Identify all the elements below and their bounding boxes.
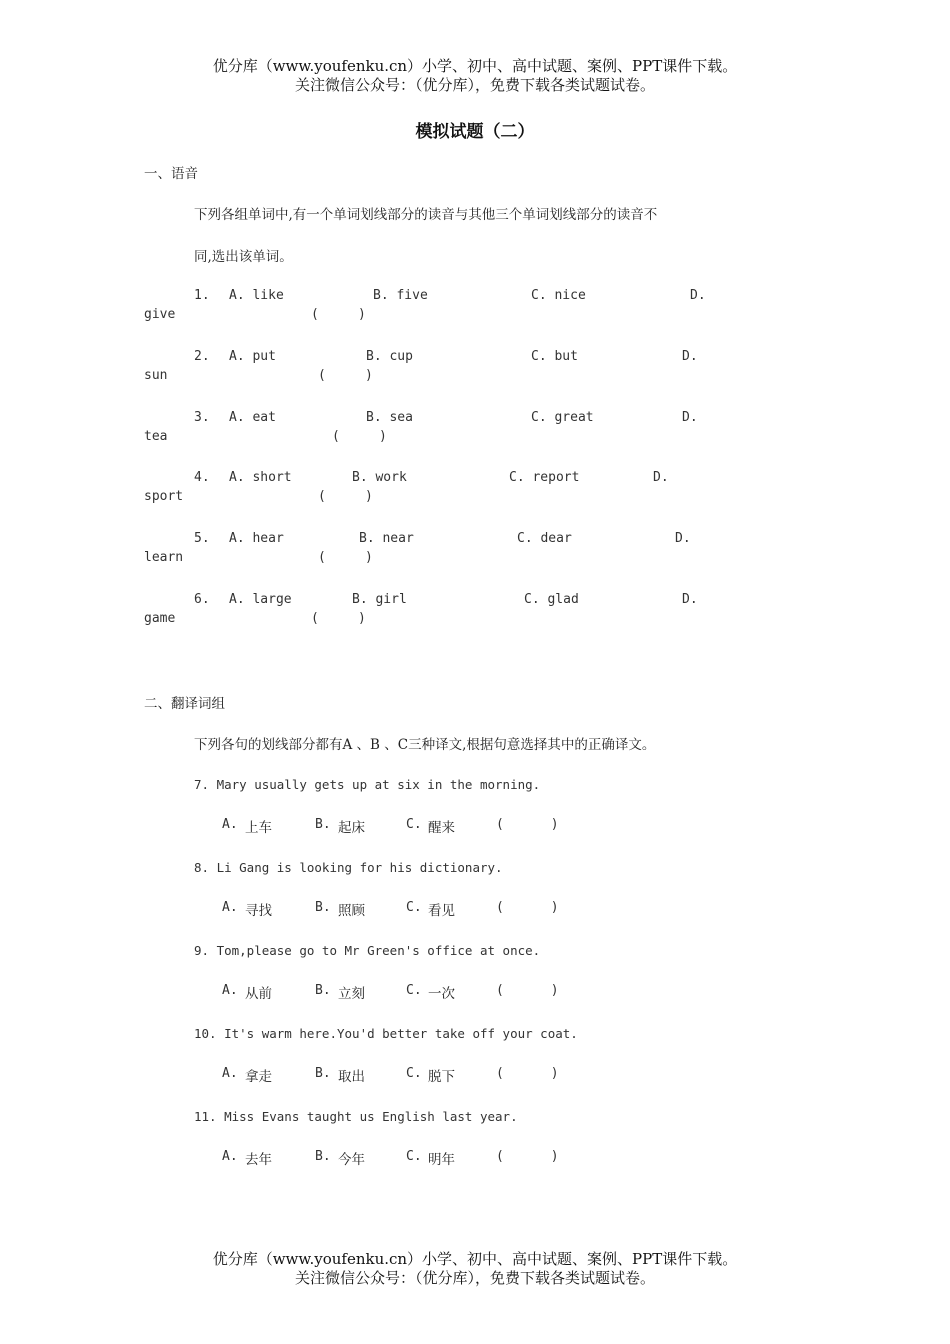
option-c: 明年: [428, 1152, 455, 1168]
option-b: B. cup: [366, 349, 413, 364]
answer-blank[interactable]: ( ): [311, 611, 366, 626]
option-d: tea: [144, 429, 168, 444]
option-d-label: D.: [653, 470, 669, 485]
option-d: sport: [144, 489, 184, 504]
option-a: 寻找: [245, 903, 272, 919]
option-a: A. put: [229, 349, 276, 364]
question-sentence: 8. Li Gang is looking for his dictionary.: [194, 860, 503, 875]
answer-blank[interactable]: ( ): [311, 307, 366, 322]
answer-blank[interactable]: ( ): [496, 1149, 559, 1164]
section-heading-translation: 二、翻译词组: [144, 696, 225, 712]
question-sentence: 11. Miss Evans taught us English last year.: [194, 1109, 518, 1124]
answer-blank[interactable]: ( ): [496, 900, 559, 915]
question-sentence: 7. Mary usually gets up at six in the morning.: [194, 777, 541, 792]
section1-instruction-line1: 下列各组单词中,有一个单词划线部分的读音与其他三个单词划线部分的读音不: [194, 207, 658, 223]
option-a-label: A.: [222, 900, 238, 915]
option-b: 起床: [338, 820, 365, 836]
option-b: B. girl: [352, 592, 407, 607]
item-number: 5.: [194, 531, 210, 546]
option-a: 上车: [245, 820, 272, 836]
option-a: A. eat: [229, 410, 276, 425]
option-b: B. near: [359, 531, 414, 546]
option-b: B. sea: [366, 410, 413, 425]
question-sentence: 9. Tom,please go to Mr Green's office at once.: [194, 943, 541, 958]
option-a-label: A.: [222, 817, 238, 832]
option-b-label: B.: [315, 900, 331, 915]
question-sentence: 10. It's warm here.You'd better take off your coat.: [194, 1026, 578, 1041]
option-a-label: A.: [222, 1149, 238, 1164]
item-number: 1.: [194, 288, 210, 303]
option-c-label: C.: [406, 900, 422, 915]
answer-blank[interactable]: ( ): [496, 1066, 559, 1081]
option-b-label: B.: [315, 817, 331, 832]
option-c-label: C.: [406, 1149, 422, 1164]
option-c: C. but: [531, 349, 578, 364]
option-c: 看见: [428, 903, 455, 919]
option-b: 照顾: [338, 903, 365, 919]
option-d: learn: [144, 550, 184, 565]
option-c: C. report: [509, 470, 580, 485]
footer-banner-line1: 优分库（www.youfenku.cn）小学、初中、高中试题、案例、PPT课件下载。: [212, 1250, 738, 1268]
section-heading-phonetics: 一、语音: [144, 166, 198, 182]
page-title: 模拟试题（二）: [415, 122, 535, 142]
option-c: C. dear: [517, 531, 572, 546]
option-a: 去年: [245, 1152, 272, 1168]
footer-banner-line2: 关注微信公众号：（优分库），免费下载各类试题试卷。: [294, 1269, 655, 1287]
answer-blank[interactable]: ( ): [318, 550, 373, 565]
option-d: sun: [144, 368, 168, 383]
answer-blank[interactable]: ( ): [318, 368, 373, 383]
option-c-label: C.: [406, 983, 422, 998]
answer-blank[interactable]: ( ): [318, 489, 373, 504]
option-c: C. glad: [524, 592, 579, 607]
option-c: C. nice: [531, 288, 586, 303]
option-c: C. great: [531, 410, 594, 425]
option-b: B. work: [352, 470, 407, 485]
item-number: 4.: [194, 470, 210, 485]
option-b: B. five: [373, 288, 428, 303]
option-d-label: D.: [675, 531, 691, 546]
option-b: 今年: [338, 1152, 365, 1168]
answer-blank[interactable]: ( ): [496, 817, 559, 832]
item-number: 6.: [194, 592, 210, 607]
option-c: 脱下: [428, 1069, 455, 1085]
option-b: 取出: [338, 1069, 365, 1085]
option-a: A. like: [229, 288, 284, 303]
option-a: A. hear: [229, 531, 284, 546]
option-c: 一次: [428, 986, 455, 1002]
option-a: 拿走: [245, 1069, 272, 1085]
option-b: 立刻: [338, 986, 365, 1002]
header-banner-line1: 优分库（www.youfenku.cn）小学、初中、高中试题、案例、PPT课件下载。: [212, 57, 738, 75]
option-b-label: B.: [315, 1066, 331, 1081]
option-d-label: D.: [690, 288, 706, 303]
item-number: 3.: [194, 410, 210, 425]
option-c: 醒来: [428, 820, 455, 836]
option-d: give: [144, 307, 176, 322]
option-b-label: B.: [315, 983, 331, 998]
header-banner-line2: 关注微信公众号：（优分库），免费下载各类试题试卷。: [294, 76, 655, 94]
option-b-label: B.: [315, 1149, 331, 1164]
option-d-label: D.: [682, 592, 698, 607]
option-d-label: D.: [682, 349, 698, 364]
option-a: A. short: [229, 470, 292, 485]
option-d: game: [144, 611, 176, 626]
option-a-label: A.: [222, 1066, 238, 1081]
option-d-label: D.: [682, 410, 698, 425]
answer-blank[interactable]: ( ): [496, 983, 559, 998]
answer-blank[interactable]: ( ): [332, 429, 387, 444]
section1-instruction-line2: 同,选出该单词。: [194, 249, 293, 265]
item-number: 2.: [194, 349, 210, 364]
section2-instruction: 下列各句的划线部分都有A 、B 、C三种译文,根据句意选择其中的正确译文。: [194, 737, 656, 753]
option-c-label: C.: [406, 1066, 422, 1081]
option-a: 从前: [245, 986, 272, 1002]
option-c-label: C.: [406, 817, 422, 832]
option-a: A. large: [229, 592, 292, 607]
option-a-label: A.: [222, 983, 238, 998]
